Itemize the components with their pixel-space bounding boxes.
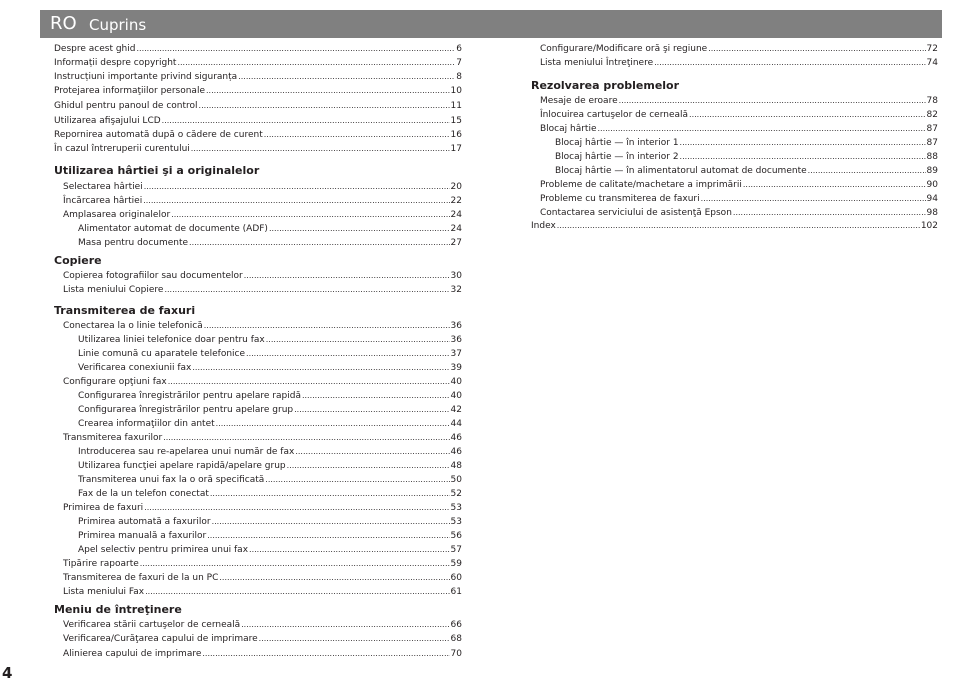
toc-entry[interactable]: Instrucțiuni importante privind siguranța ..... 8 bbox=[54, 71, 462, 83]
section-heading-paper[interactable]: Utilizarea hârtiei şi a originalelor bbox=[54, 164, 260, 177]
language-code: RO bbox=[50, 13, 77, 34]
toc-entry-index[interactable]: Index ..... 102 bbox=[531, 220, 938, 232]
page-title: Cuprins bbox=[89, 16, 147, 34]
toc-entry[interactable]: Probleme de calitate/machetare a imprimării ..... 90 bbox=[540, 179, 938, 191]
toc-entry[interactable]: Configurare/Modificare oră şi regiune ..... 72 bbox=[540, 43, 938, 55]
toc-entry[interactable]: Probleme cu transmiterea de faxuri ..... 94 bbox=[540, 193, 938, 205]
toc-entry[interactable]: Încărcarea hârtiei ..... 22 bbox=[63, 195, 462, 207]
toc-entry[interactable]: Blocaj hârtie ..... 87 bbox=[540, 123, 938, 135]
toc-entry[interactable]: Masa pentru documente ..... 27 bbox=[78, 237, 462, 249]
toc-entry[interactable]: Utilizarea afişajului LCD ..... 15 bbox=[54, 115, 462, 127]
toc-entry[interactable]: Repornirea automată după o cădere de curent ..... 16 bbox=[54, 129, 462, 141]
section-heading-maintenance[interactable]: Meniu de întreţinere bbox=[54, 603, 182, 616]
toc-entry[interactable]: Înlocuirea cartuşelor de cerneală ..... 82 bbox=[540, 109, 938, 121]
toc-entry[interactable]: Tipărire rapoarte ..... 59 bbox=[63, 558, 462, 570]
toc-entry[interactable]: Crearea informaţiilor din antet ..... 44 bbox=[78, 418, 462, 430]
toc-entry[interactable]: Verificarea/Curăţarea capului de imprimare ..... 68 bbox=[63, 633, 462, 645]
toc-entry[interactable]: Configurare opţiuni fax ..... 40 bbox=[63, 376, 462, 388]
toc-entry[interactable]: Alinierea capului de imprimare ..... 70 bbox=[63, 648, 462, 660]
toc-entry[interactable]: Transmiterea de faxuri de la un PC ..... 60 bbox=[63, 572, 462, 584]
toc-entry[interactable]: Primirea de faxuri ..... 53 bbox=[63, 502, 462, 514]
toc-entry[interactable]: Copierea fotografiilor sau documentelor ..... 30 bbox=[63, 270, 462, 282]
toc-entry[interactable]: Configurarea înregistrărilor pentru apelare grup ..... 42 bbox=[78, 404, 462, 416]
toc-entry[interactable]: Primirea manuală a faxurilor ..... 56 bbox=[78, 530, 462, 542]
toc-header bbox=[40, 10, 942, 38]
toc-entry[interactable]: Informații despre copyright ..... 7 bbox=[54, 57, 462, 69]
toc-entry[interactable]: Ghidul pentru panoul de control ..... 11 bbox=[54, 100, 462, 112]
toc-entry[interactable]: Amplasarea originalelor ..... 24 bbox=[63, 209, 462, 221]
toc-entry[interactable]: Fax de la un telefon conectat ..... 52 bbox=[78, 488, 462, 500]
toc-entry[interactable]: Despre acest ghid ..... 6 bbox=[54, 43, 462, 55]
toc-entry[interactable]: Blocaj hârtie — în interior 2 ..... 88 bbox=[555, 151, 938, 163]
section-heading-copy[interactable]: Copiere bbox=[54, 254, 102, 267]
toc-entry[interactable]: Verificarea stării cartuşelor de cerneală ..... 66 bbox=[63, 619, 462, 631]
toc-entry[interactable]: Linie comună cu aparatele telefonice ..... 37 bbox=[78, 348, 462, 360]
toc-entry[interactable]: Protejarea informaţiilor personale ..... 10 bbox=[54, 85, 462, 97]
toc-entry[interactable]: Transmiterea faxurilor ..... 46 bbox=[63, 432, 462, 444]
toc-entry[interactable]: Lista meniului Copiere ..... 32 bbox=[63, 284, 462, 296]
toc-entry[interactable]: Primirea automată a faxurilor ..... 53 bbox=[78, 516, 462, 528]
toc-entry[interactable]: Lista meniului Fax ..... 61 bbox=[63, 586, 462, 598]
toc-entry[interactable]: Utilizarea funcţiei apelare rapidă/apelare grup ..... 48 bbox=[78, 460, 462, 472]
toc-entry[interactable]: În cazul întreruperii curentului ..... 17 bbox=[54, 143, 462, 155]
section-heading-troubleshooting[interactable]: Rezolvarea problemelor bbox=[531, 79, 680, 92]
toc-entry[interactable]: Verificarea conexiunii fax ..... 39 bbox=[78, 362, 462, 374]
toc-entry[interactable]: Selectarea hârtiei ..... 20 bbox=[63, 181, 462, 193]
page-number: 4 bbox=[2, 664, 13, 682]
section-heading-fax[interactable]: Transmiterea de faxuri bbox=[54, 304, 196, 317]
toc-entry[interactable]: Utilizarea liniei telefonice doar pentru fax ..... 36 bbox=[78, 334, 462, 346]
toc-entry[interactable]: Transmiterea unui fax la o oră specificată ..... 50 bbox=[78, 474, 462, 486]
toc-entry[interactable]: Alimentator automat de documente (ADF) ..... 24 bbox=[78, 223, 462, 235]
toc-entry[interactable]: Apel selectiv pentru primirea unui fax ..... 57 bbox=[78, 544, 462, 556]
toc-entry[interactable]: Mesaje de eroare ..... 78 bbox=[540, 95, 938, 107]
toc-entry[interactable]: Introducerea sau re-apelarea unui număr de fax ..... 46 bbox=[78, 446, 462, 458]
toc-entry[interactable]: Blocaj hârtie — în alimentatorul automat de documente ..... 89 bbox=[555, 165, 938, 177]
toc-entry[interactable]: Configurarea înregistrărilor pentru apelare rapidă ..... 40 bbox=[78, 390, 462, 402]
toc-entry[interactable]: Blocaj hârtie — în interior 1 ..... 87 bbox=[555, 137, 938, 149]
toc-entry[interactable]: Contactarea serviciului de asistenţă Epson ..... 98 bbox=[540, 207, 938, 219]
toc-entry[interactable]: Conectarea la o linie telefonică ..... 36 bbox=[63, 320, 462, 332]
toc-entry[interactable]: Lista meniului Întreţinere ..... 74 bbox=[540, 57, 938, 69]
